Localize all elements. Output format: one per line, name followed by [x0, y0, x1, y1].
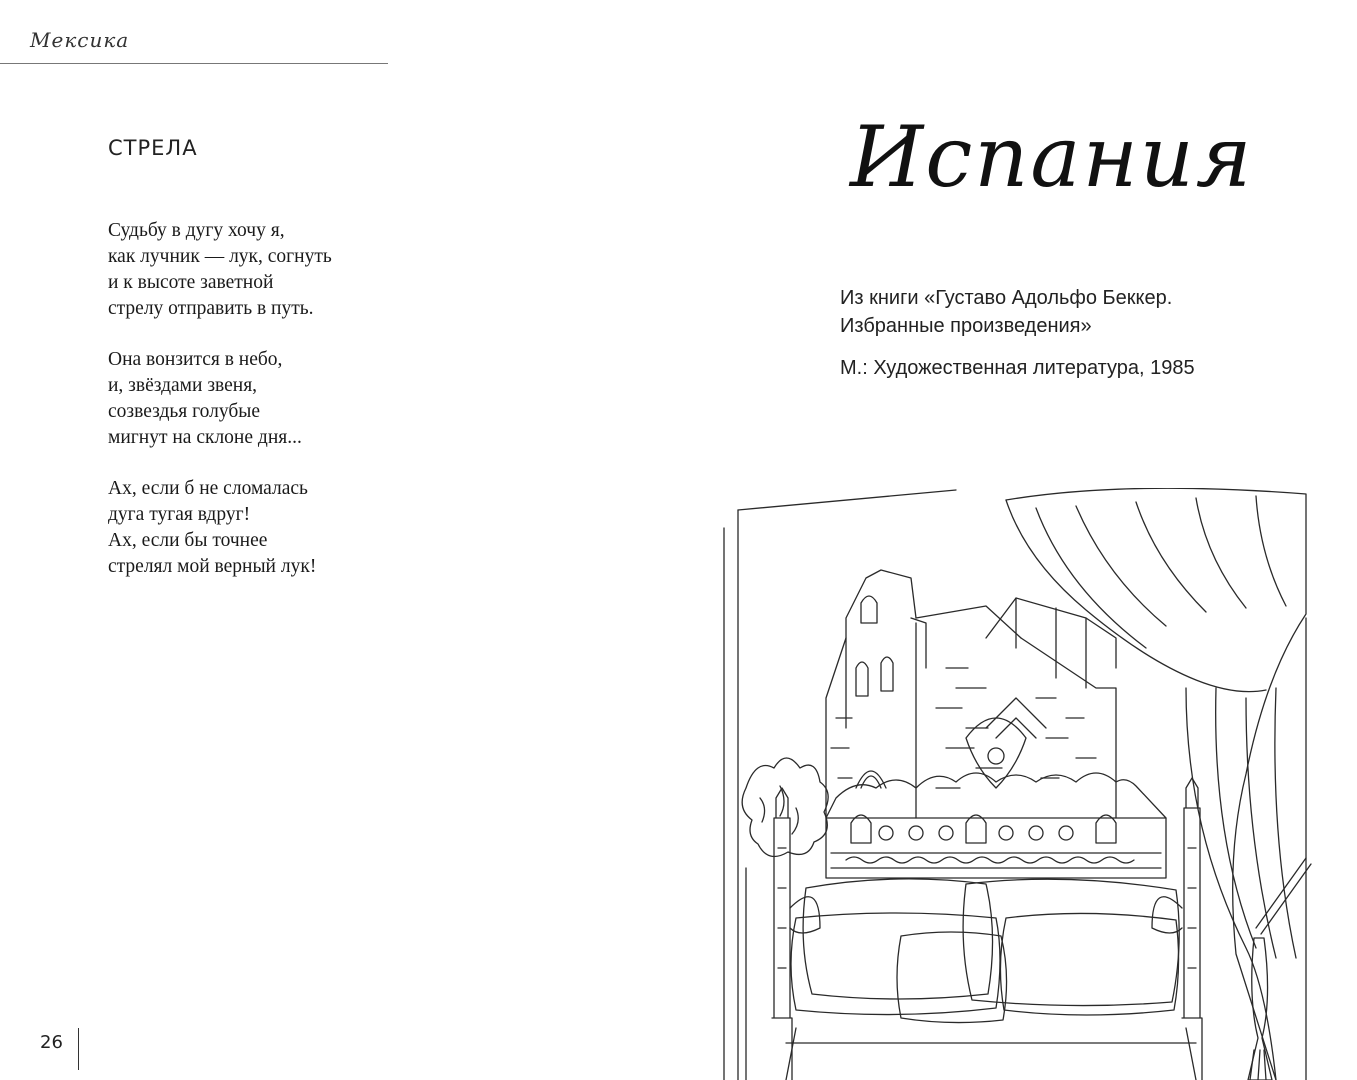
publisher-line: М.: Художественная литература, 1985 [840, 357, 1195, 379]
poem-title: СТРЕЛА [108, 136, 198, 160]
bedroom-illustration [716, 488, 1316, 1080]
source-line: Избранные произведения» [840, 315, 1092, 337]
pillows [786, 879, 1196, 1080]
trees [742, 758, 828, 857]
source-line: Из книги «Густаво Адольфо Беккер. [840, 287, 1173, 309]
right-page [678, 0, 1357, 1080]
source-note [840, 284, 1195, 382]
page-number-rule [78, 1028, 79, 1070]
poem-line: Она вонзится в небо, [108, 349, 283, 370]
stanza-2 [108, 347, 332, 451]
header-rule [0, 63, 388, 64]
poem-line: стрелял мой верный лук! [108, 556, 317, 577]
poem-line: дуга тугая вдруг! [108, 504, 251, 525]
poem-line: мигнут на склоне дня... [108, 427, 302, 448]
poem-body [108, 218, 332, 605]
running-head: Мексика [30, 28, 130, 52]
stanza-1 [108, 218, 332, 322]
headboard [826, 718, 1166, 878]
poem-line: Судьбу в дугу хочу я, [108, 220, 285, 241]
window-frame [724, 490, 956, 1080]
chapter-title: Испания [850, 108, 1254, 206]
church-building [826, 570, 1116, 818]
curtain [1006, 488, 1311, 1080]
poem-line: как лучник — лук, согнуть [108, 246, 332, 267]
stanza-3 [108, 476, 332, 580]
poem-line: созвездья голубые [108, 401, 261, 422]
poem-line: и к высоте заветной [108, 272, 274, 293]
poem-line: Ах, если бы точнее [108, 530, 268, 551]
poem-line: стрелу отправить в путь. [108, 298, 314, 319]
page-number: 26 [40, 1032, 63, 1053]
bed-posts [772, 778, 1202, 1080]
poem-line: Ах, если б не сломалась [108, 478, 308, 499]
poem-line: и, звёздами звеня, [108, 375, 258, 396]
left-page [0, 0, 678, 1080]
